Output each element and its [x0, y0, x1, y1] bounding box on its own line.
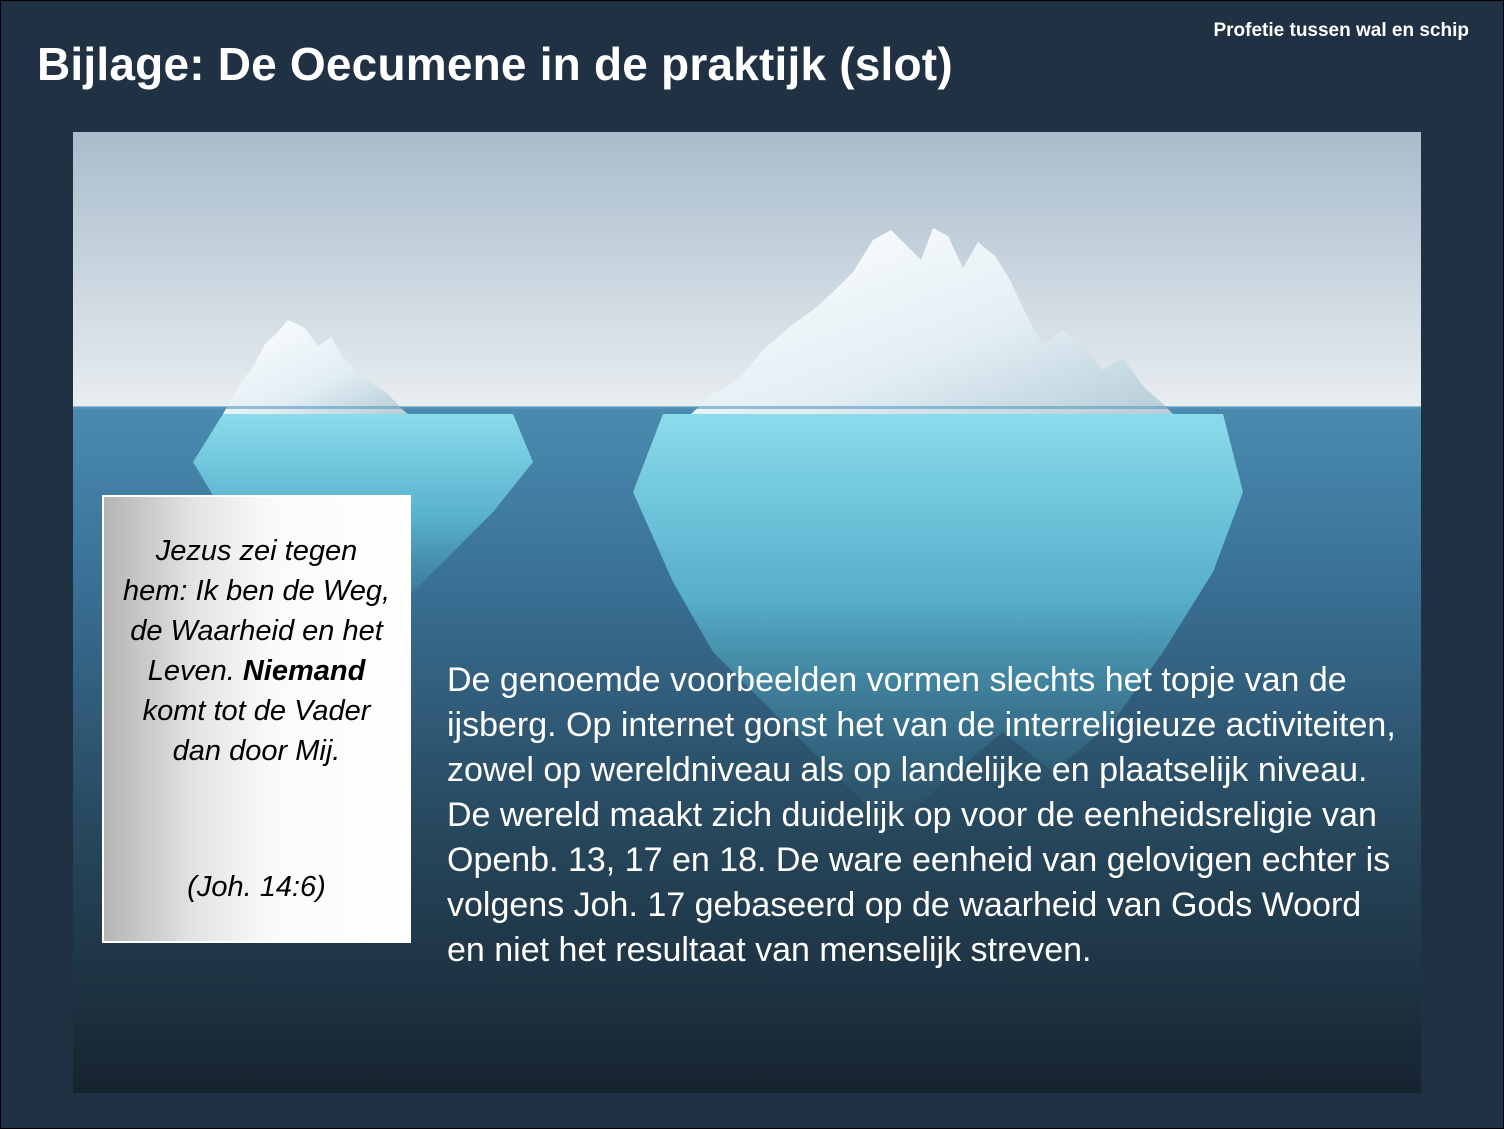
bible-quote [122, 531, 391, 771]
quote-line-2: komt tot de Vader dan door Mij. [142, 695, 371, 767]
quote-line-1: Jezus zei tegen hem: Ik ben de Weg, de Waarheid en het Leven. [122, 535, 391, 687]
quote-emphasis: Niemand [242, 655, 366, 687]
body-paragraph: De genoemde voorbeelden vormen slechts het topje van de ijsberg. Op internet gonst het van de interreligieuze activiteiten, zowel op wereldniveau als op landelijke en plaatselijk niveau. De wereld maakt zich duidelijk op voor de eenheidsreligie van Openb. 13, 17 en 18. De ware eenheid van gelovigen echter is volgens Joh. 17 gebaseerd op de waarheid van Gods Woord en niet het resultaat van menselijk streven. [447, 661, 1396, 969]
quote-reference: (Joh. 14:6) [187, 871, 326, 903]
presentation-tagline: Profetie tussen wal en schip [1213, 20, 1469, 41]
bible-quote-box [102, 495, 411, 943]
slide-title: Bijlage: De Oecumene in de praktijk (slot) [37, 38, 953, 90]
